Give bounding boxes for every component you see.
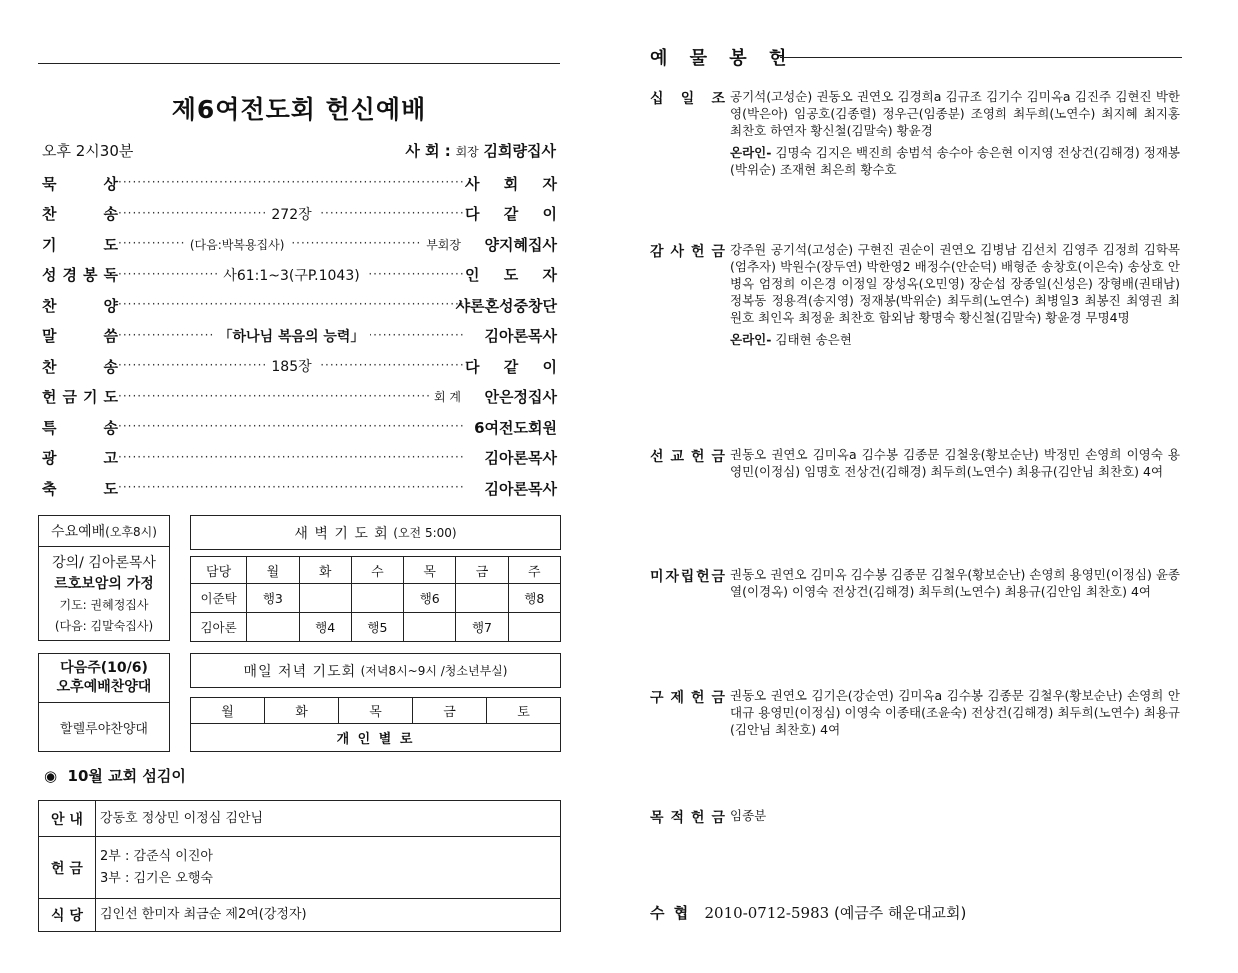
dawn-cell xyxy=(351,584,403,613)
order-person xyxy=(465,356,557,377)
dawn-cell: 행7 xyxy=(456,613,508,642)
wednesday-prayer: 기도: 권혜정집사 xyxy=(59,598,149,612)
order-item xyxy=(42,173,118,194)
order-item xyxy=(42,325,118,346)
tithe-list xyxy=(730,88,1180,178)
leader-dots xyxy=(118,358,465,374)
dawn-header-cell: 월 xyxy=(247,557,299,584)
servers-role: 안 내 xyxy=(39,801,96,837)
thanks-online xyxy=(730,331,1180,348)
char: 자 xyxy=(542,266,557,284)
leader-dots xyxy=(118,389,465,405)
presider-name: 김희량집사 xyxy=(483,142,556,160)
dawn-prayer-title-box xyxy=(190,515,561,550)
servers-role: 헌 금 xyxy=(39,837,96,899)
order-detail: ····· 「하나님 복음의 능력」 xyxy=(213,328,371,344)
char: 다 xyxy=(465,205,480,223)
char: 인 xyxy=(465,266,480,284)
dawn-header-cell: 수 xyxy=(351,557,403,584)
char: 헌 xyxy=(690,690,705,706)
char: 광 xyxy=(42,449,57,467)
servers-names xyxy=(96,899,561,932)
bank-account xyxy=(650,902,966,923)
thanks-names: 강주원 공기석(고성순) 구현진 권순이 권연오 김병남 김선치 김영주 김정희 김학목(엄추자) 박원수(장두연) 박한영2 배정수(안순덕) 배형준 송창호(이은숙) 송상호 안병옥 엄정희 이은경 이정일 장성옥(오민영) 장순섭 장종일(신성은) 장형배(권태남) 정복동 정용격(송지영) 정재봉(박위순) 최두희(노연수) 최병일3 최봉진 최영권 최원호 최인옥 최정윤 최찬호 함외남 황명숙 황신철(김말숙) 황윤경 무명4명 xyxy=(730,242,1180,325)
order-item xyxy=(42,234,118,255)
char: 찬 xyxy=(42,205,57,223)
char: 사 xyxy=(465,174,480,193)
order-row xyxy=(42,171,557,195)
offerings-header-rule xyxy=(780,57,1182,58)
thanks-label xyxy=(650,241,725,261)
purpose-label xyxy=(650,807,725,827)
char: 도 xyxy=(103,479,118,498)
next-week-label: 오후예배찬양대 xyxy=(56,679,152,695)
top-rule xyxy=(38,63,560,64)
char: 양 xyxy=(103,296,118,315)
relief-list: 권동오 권연오 김기은(강순연) 김미옥a 김수봉 김종문 김철우(황보순난) 손영희 안대규 용영민(이정심) 이영숙 이종태(조윤숙) 전상건(김해경) 최두희(노연수) 최용규(김안님 최찬호) 4여 xyxy=(730,688,1180,737)
order-item xyxy=(42,478,118,499)
order-role: 부회장 xyxy=(422,236,465,252)
evening-day-cell: 목 xyxy=(339,698,413,724)
char: 십 xyxy=(650,91,664,107)
bank-label: 수 협 xyxy=(650,904,691,922)
dawn-header-cell: 담당 xyxy=(191,557,247,584)
char: 성 xyxy=(42,266,57,284)
char: 헌 xyxy=(690,810,705,826)
leader-dots xyxy=(118,480,465,496)
tithe-names: 공기석(고성순) 권동오 권연오 김경희a 김규조 김기수 김미옥a 김진주 김현진 박한영(박은아) 임공호(김종렬) 정우근(임종분) 조영희 최두희(노연수) 최지혜 최지홍 최찬호 하연자 황신철(김말숙) 황윤경 xyxy=(730,89,1180,138)
wednesday-lecture: 강의/ 김아론목사 xyxy=(52,555,156,571)
char: 금 xyxy=(711,810,725,826)
char: 경 xyxy=(62,266,77,284)
char: 기 xyxy=(83,388,98,406)
dawn-header-cell: 목 xyxy=(404,557,456,584)
servers-line: 2부 : 감준식 이진아 xyxy=(100,848,213,864)
dawn-prayer-title: 새 벽 기 도 회 xyxy=(294,525,389,542)
char: 봉 xyxy=(83,266,98,284)
dawn-header-cell: 주 xyxy=(508,557,560,584)
char: 송 xyxy=(103,357,118,376)
order-role: ····· 회 계 xyxy=(430,389,465,405)
leader-dots xyxy=(118,175,465,191)
offerings-header: 예 물 봉 헌 xyxy=(650,48,795,69)
order-item xyxy=(42,386,118,407)
char: 헌 xyxy=(690,244,705,260)
presider xyxy=(405,140,556,161)
evening-day-cell: 월 xyxy=(191,698,265,724)
order-detail: ····· 사61:1~3(구P.1043) xyxy=(217,267,365,283)
tithe-online xyxy=(730,144,1180,178)
char: 다 xyxy=(465,357,480,376)
char: 조 xyxy=(711,91,725,107)
bank-holder: (예금주 해운대교회) xyxy=(833,904,967,922)
char: 회 xyxy=(503,174,519,193)
servers-heading-text: 10월 교회 섬김이 xyxy=(67,767,186,785)
order-person xyxy=(465,264,557,285)
char: 헌 xyxy=(42,388,57,406)
char: 자 xyxy=(665,569,679,585)
mission-label xyxy=(650,446,725,466)
char: 찬 xyxy=(42,357,57,376)
presider-role: 회장 xyxy=(455,145,479,159)
char: 묵 xyxy=(42,174,57,193)
next-week-date: 다음주(10/6) xyxy=(60,660,148,676)
leader-dots xyxy=(118,236,465,252)
dawn-header-row xyxy=(191,557,561,584)
leader-dots xyxy=(118,419,465,435)
evening-note: 개 인 별 로 xyxy=(191,724,561,752)
leader-dots xyxy=(118,297,465,313)
char: 립 xyxy=(680,569,695,585)
next-week-choir: 할렐루야찬양대 xyxy=(60,722,148,737)
order-person: 양지혜집사 xyxy=(484,235,557,254)
order-row xyxy=(42,354,557,378)
char: 헌 xyxy=(696,569,710,585)
order-row xyxy=(42,293,557,317)
dawn-cell: 이준탁 xyxy=(191,584,247,613)
order-item xyxy=(42,417,118,438)
bullet-icon: ◉ xyxy=(44,767,58,785)
order-person: 김아론목사 xyxy=(484,327,557,345)
order-row xyxy=(42,263,557,287)
servers-line: 김인선 한미자 최금순 제2여(강정자) xyxy=(100,907,307,922)
servers-role: 식 당 xyxy=(39,899,96,932)
evening-prayer-time: (저녁8시~9시 /청소년부실) xyxy=(360,664,508,678)
char: 같 xyxy=(503,357,519,376)
order-row xyxy=(42,415,557,439)
evening-prayer-title-box xyxy=(190,653,561,688)
presider-label: 사 회 : xyxy=(405,142,451,160)
char: 일 xyxy=(680,91,695,107)
char: 이 xyxy=(542,357,557,376)
evening-note-row xyxy=(191,724,561,752)
dawn-cell: 행5 xyxy=(351,613,403,642)
char: 특 xyxy=(42,418,57,437)
order-detail: ····· (다음:박복용집사) xyxy=(184,236,291,252)
order-person: 샤론혼성중창단 xyxy=(455,296,557,315)
order-item xyxy=(42,203,118,224)
wednesday-service-box xyxy=(38,515,170,641)
evening-days-row xyxy=(191,698,561,724)
char: 송 xyxy=(103,418,118,437)
char: 송 xyxy=(103,205,118,223)
wednesday-title-row xyxy=(39,516,169,547)
servers-row xyxy=(39,899,561,932)
servers-line: 3부 : 김기은 오행숙 xyxy=(100,870,213,886)
char: 금 xyxy=(711,569,725,585)
servers-row xyxy=(39,801,561,837)
char: 금 xyxy=(711,690,725,706)
dawn-cell: 김아론 xyxy=(191,613,247,642)
dawn-cell xyxy=(299,584,351,613)
char: 미 xyxy=(650,569,664,585)
order-item xyxy=(42,447,118,468)
dawn-row xyxy=(191,613,561,642)
leader-dots xyxy=(118,450,465,466)
dawn-cell: 행6 xyxy=(404,584,456,613)
order-person xyxy=(465,203,557,224)
leader-dots xyxy=(118,328,465,344)
char: 적 xyxy=(670,810,685,826)
char: 이 xyxy=(542,205,557,223)
wednesday-topic: 르호보암의 가정 xyxy=(54,576,154,592)
char: 금 xyxy=(711,244,725,260)
leader-dots xyxy=(118,206,465,222)
char: 목 xyxy=(650,810,664,826)
char: 구 xyxy=(650,690,664,706)
dawn-cell: 행8 xyxy=(508,584,560,613)
dawn-prayer-time: (오전 5:00) xyxy=(393,526,457,540)
thanks-online-names: 김태현 송은현 xyxy=(775,332,852,347)
char: 금 xyxy=(711,449,725,465)
order-item xyxy=(42,356,118,377)
char: 선 xyxy=(650,449,664,465)
char: 도 xyxy=(503,266,519,284)
order-person: 안은정집사 xyxy=(484,388,557,406)
evening-prayer-title: 매일 저녁 기도회 xyxy=(243,663,357,680)
char: 도 xyxy=(103,388,118,406)
wednesday-title: 수요예배 xyxy=(51,524,106,540)
order-row xyxy=(42,202,557,226)
evening-day-cell: 금 xyxy=(413,698,487,724)
mission-list: 권동오 권연오 김미옥a 김수봉 김종문 김철웅(황보순난) 박정민 손영희 이영숙 용영민(이정심) 임명호 전상건(김해경) 최두희(노연수) 최용규(김안님 최찬호) 4여 xyxy=(730,447,1180,479)
order-person: 김아론목사 xyxy=(484,479,557,498)
dawn-cell xyxy=(247,613,299,642)
servers-heading xyxy=(44,765,186,786)
evening-prayer-table xyxy=(190,697,561,752)
order-row xyxy=(42,324,557,348)
evening-day-cell: 화 xyxy=(265,698,339,724)
order-item xyxy=(42,295,118,316)
dawn-cell xyxy=(456,584,508,613)
dawn-cell xyxy=(508,613,560,642)
bank-number: 2010-0712-5983 xyxy=(704,904,830,922)
self-reliance-list: 권동오 권연오 김미옥 김수봉 김종문 김철우(황보순난) 손영희 용영민(이정심) 윤종열(이경옥) 이영숙 전상건(김해경) 최두희(노연수) 최용규(김안임 최찬호) 4여 xyxy=(730,567,1180,599)
char: 도 xyxy=(103,235,118,254)
order-detail: ····· 185장 xyxy=(265,358,317,374)
order-person xyxy=(465,173,557,194)
order-item xyxy=(42,264,118,285)
relief-label xyxy=(650,687,725,707)
char: 제 xyxy=(670,690,685,706)
wednesday-next: (다음: 김말숙집사) xyxy=(54,619,154,633)
char: 자 xyxy=(542,174,557,193)
evening-day-cell: 토 xyxy=(487,698,561,724)
wednesday-time: (오후8시) xyxy=(105,524,157,539)
leader-dots xyxy=(118,267,465,283)
tithe-online-label: 온라인- xyxy=(730,145,772,160)
order-person: 6여전도회원 xyxy=(474,418,557,437)
char: 사 xyxy=(670,244,685,260)
purpose-list: 임종분 xyxy=(730,808,767,823)
dawn-header-cell: 화 xyxy=(299,557,351,584)
order-row xyxy=(42,385,557,409)
char: 상 xyxy=(103,174,118,193)
page-title: 제6여전도회 헌신예배 xyxy=(171,95,427,124)
servers-row xyxy=(39,837,561,899)
order-row xyxy=(42,446,557,470)
dawn-row xyxy=(191,584,561,613)
order-row xyxy=(42,476,557,500)
char: 헌 xyxy=(690,449,705,465)
order-row xyxy=(42,232,557,256)
dawn-cell: 행3 xyxy=(247,584,299,613)
char: 찬 xyxy=(42,296,57,315)
servers-names xyxy=(96,837,561,899)
char: 독 xyxy=(103,266,118,284)
order-detail: ····· 272장 xyxy=(265,206,317,222)
dawn-header-cell: 금 xyxy=(456,557,508,584)
char: 씀 xyxy=(103,327,118,345)
dawn-cell: 행4 xyxy=(299,613,351,642)
thanks-list xyxy=(730,241,1180,348)
char: 축 xyxy=(42,479,57,498)
char: 금 xyxy=(62,388,77,406)
char: 같 xyxy=(503,205,519,223)
servers-names xyxy=(96,801,561,837)
self-reliance-label xyxy=(650,566,725,586)
thanks-online-label: 온라인- xyxy=(730,332,772,347)
char: 고 xyxy=(103,449,118,467)
dawn-prayer-table xyxy=(190,556,561,642)
service-time: 오후 2시30분 xyxy=(42,142,134,160)
char: 기 xyxy=(42,235,57,254)
char: 감 xyxy=(650,244,664,260)
char: 교 xyxy=(670,449,685,465)
servers-line: 강동호 정상민 이정심 김안님 xyxy=(100,810,264,826)
servers-table xyxy=(38,800,561,932)
tithe-online-names: 김명숙 김지은 백진희 송범석 송수아 송은현 이지영 전상건(김해경) 정재봉(박위순) 조재현 최은희 황수호 xyxy=(730,145,1180,177)
char: 말 xyxy=(42,327,57,345)
tithe-label xyxy=(650,88,725,108)
dawn-cell xyxy=(404,613,456,642)
order-person: 김아론목사 xyxy=(484,449,557,467)
next-week-box xyxy=(38,653,170,752)
